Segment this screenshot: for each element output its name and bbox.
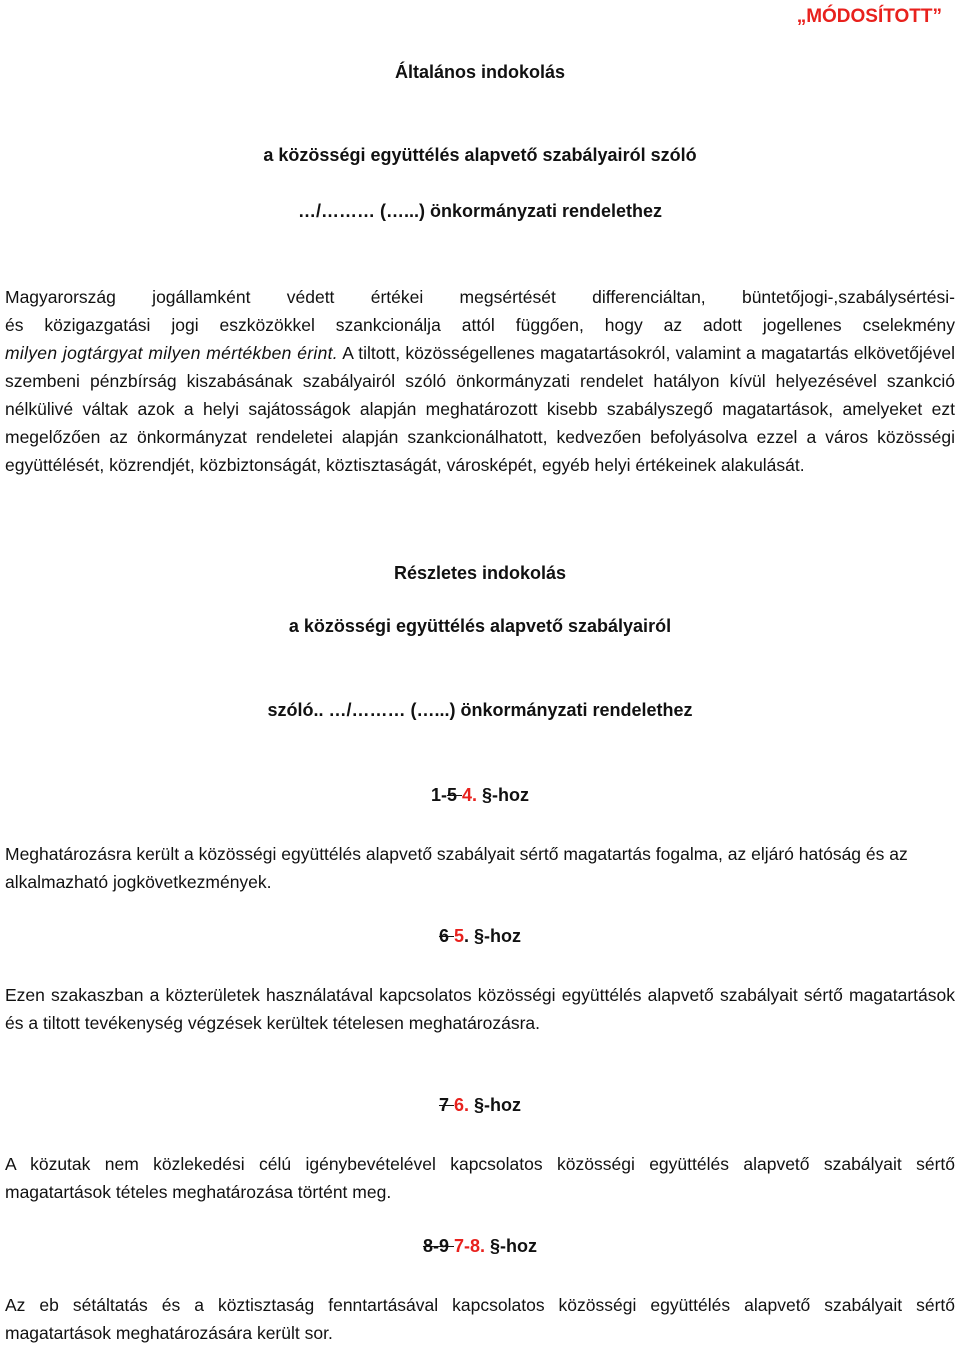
general-subtitle: a közösségi együttélés alapvető szabályairól szóló — [263, 145, 697, 165]
section-number-old: 5 — [446, 785, 462, 805]
paragraph-line: Magyarország jogállamként védett értékei megsértését differenciáltan, büntetőjogi-,szabálysértési- — [5, 287, 955, 307]
section-number-new: 6. — [454, 1095, 470, 1115]
section-number-old: 8-9 — [422, 1236, 454, 1256]
section-number-suffix: §-hoz — [485, 1236, 538, 1256]
section-text: Az eb sétáltatás és a köztisztaság fenntartásával kapcsolatos közösségi együttélés alapvető szabályait sértő magatartások meghatározására került sor. — [5, 1295, 955, 1343]
section-heading — [0, 1236, 960, 1257]
section-number-new: 5 — [454, 926, 465, 946]
general-subtitle-2: …/……… (…...) önkormányzati rendelethez — [297, 201, 663, 221]
general-title: Általános indokolás — [394, 62, 566, 82]
detailed-title — [0, 563, 960, 584]
section-text: Ezen szakaszban a közterületek használatával kapcsolatos közösségi együttélés alapvető szabályait sértő magatartások és a tiltott tevékenység végzések kerültek tételesen meghatározásra. — [5, 985, 955, 1033]
section-number-suffix: . §-hoz — [464, 926, 522, 946]
paragraph-line: és közigazgatási jogi eszközökkel szankcionálja attól függően, hogy az adott jogellenes cselekmény — [5, 315, 955, 335]
detailed-subtitle-2: szóló.. …/……… (…...) önkormányzati rendelethez — [267, 700, 693, 720]
modified-badge: „MÓDOSÍTOTT” — [796, 6, 942, 27]
section-heading — [0, 785, 960, 806]
section-number-new: 4. — [462, 785, 478, 805]
section-number-old: 6 — [438, 926, 454, 946]
detailed-subtitle: a közösségi együttélés alapvető szabályairól — [288, 616, 672, 636]
section-heading — [0, 926, 960, 947]
general-paragraph — [5, 283, 955, 479]
section-number-suffix: §-hoz — [477, 785, 530, 805]
section-text: A közutak nem közlekedési célú igénybevételével kapcsolatos közösségi együttélés alapvető szabályait sértő magatartások tételes meghatározása történt meg. — [5, 1154, 955, 1202]
section-number-prefix: 1- — [430, 785, 447, 805]
section-text: Meghatározásra került a közösségi együttélés alapvető szabályait sértő magatartás fogalma, az eljáró hatóság és az alkalmazható jogkövetkezmények. — [5, 844, 908, 892]
section-number-old: 7 — [438, 1095, 454, 1115]
section-number-new: 7-8. — [454, 1236, 486, 1256]
paragraph-text: A tiltott, közösségellenes magatartásokról, valamint a magatartás elkövetőjével szembeni pénzbírság kiszabásának szabályairól szóló önkormányzati rendelet hatályon kívül helyezésével szankció nélkülivé váltak azok a helyi sajátosságok alapján meghatározott kisebb szabályszegő magatartások, amelyeket ezt megelőzően az önkormányzat rendeletei alapján szankcionálhatott, kedvezően befolyásolva ezzel a város közösségi együttélését, közrendjét, közbiztonságát, köztisztaságát, városképét, egyéb helyi értékeinek alakulását. — [5, 343, 955, 475]
section-heading — [0, 1095, 960, 1116]
detailed-title-text: Részletes indokolás — [393, 563, 567, 583]
section-number-suffix: §-hoz — [469, 1095, 522, 1115]
paragraph-italic-text: milyen jogtárgyat milyen mértékben érint. — [5, 343, 338, 363]
